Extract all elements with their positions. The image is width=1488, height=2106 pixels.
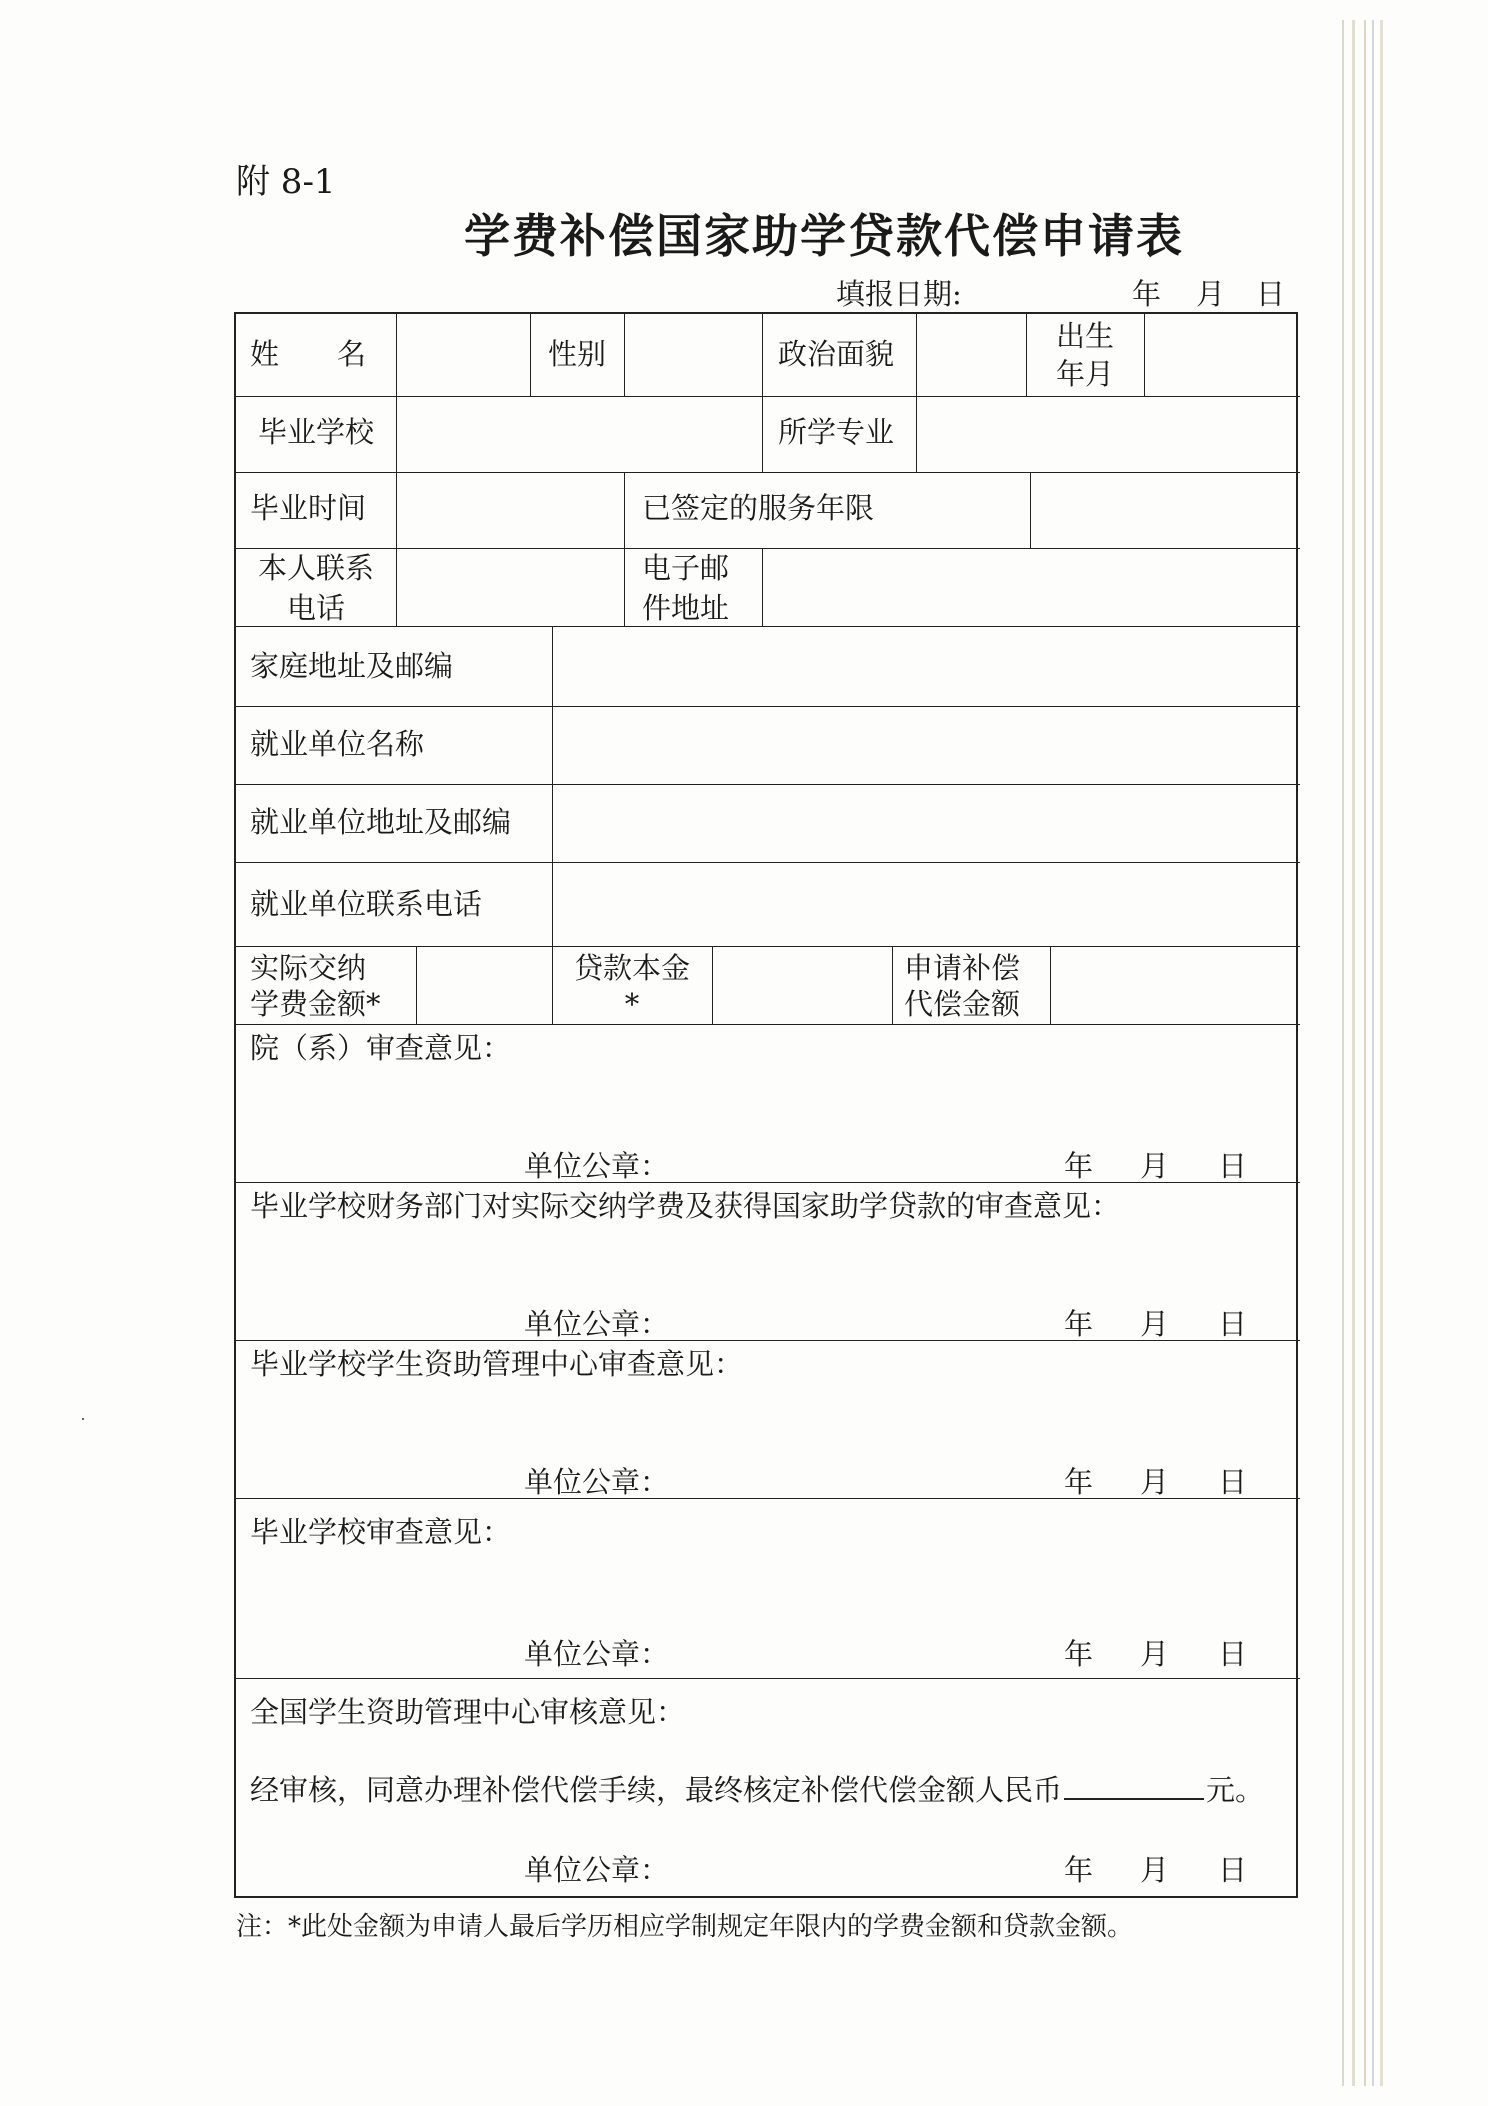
- col-divider: [396, 548, 397, 626]
- sig-month: 月: [1140, 1465, 1170, 1499]
- sig-day: 日: [1218, 1637, 1248, 1671]
- col-divider: [530, 314, 531, 396]
- employer-address-label: 就业单位地址及邮编: [250, 805, 512, 839]
- page-edge: [1352, 20, 1355, 2086]
- national-review-text: [250, 1768, 1264, 1810]
- fill-date-label: 填报日期:: [836, 277, 962, 311]
- row-divider: [236, 946, 1300, 947]
- sig-month: 月: [1140, 1149, 1170, 1183]
- seal-label: 单位公章：: [524, 1853, 670, 1887]
- email-label-line1: 电子邮: [642, 551, 730, 585]
- school-review-label: 毕业学校审查意见：: [250, 1515, 512, 1549]
- row-divider: [236, 1024, 1300, 1025]
- application-form: [234, 312, 1298, 1898]
- loan-label-line1: 贷款本金: [573, 951, 690, 985]
- col-divider: [892, 946, 893, 1024]
- row-divider: [236, 706, 1300, 707]
- page-edge: [1364, 20, 1366, 2086]
- national-review-text-part1: 经审核，同意办理补偿代偿手续，最终核定补偿代偿金额人民币: [250, 1773, 1063, 1807]
- sig-year: 年: [1064, 1149, 1094, 1183]
- col-divider: [762, 548, 763, 626]
- national-review-label: 全国学生资助管理中心审核意见：: [250, 1695, 686, 1729]
- col-divider: [762, 314, 763, 396]
- col-divider: [1050, 946, 1051, 1024]
- compensation-label-line1: 申请补偿: [904, 951, 1021, 985]
- form-title: 学费补偿国家助学贷款代偿申请表: [464, 209, 1184, 263]
- col-divider: [416, 946, 417, 1024]
- col-divider: [396, 396, 397, 472]
- gender-field[interactable]: [626, 316, 760, 394]
- finance-review-label: 毕业学校财务部门对实际交纳学费及获得国家助学贷款的审查意见：: [250, 1189, 1121, 1223]
- col-divider: [396, 472, 397, 548]
- grad-time-label: 毕业时间: [250, 491, 367, 525]
- col-divider: [624, 548, 625, 626]
- political-status-label: 政治面貌: [778, 337, 895, 371]
- sig-year: 年: [1064, 1465, 1094, 1499]
- tuition-label-line1: 实际交纳: [250, 951, 367, 985]
- col-divider: [396, 314, 397, 396]
- col-divider: [1144, 314, 1145, 396]
- sig-year: 年: [1064, 1853, 1094, 1887]
- seal-label: 单位公章：: [524, 1637, 670, 1671]
- footnote: 注：*此处金额为申请人最后学历相应学制规定年限内的学费金额和贷款金额。: [236, 1912, 1134, 1942]
- sig-day: 日: [1218, 1465, 1248, 1499]
- row-divider: [236, 784, 1300, 785]
- gender-label: 性别: [548, 337, 607, 371]
- seal-label: 单位公章：: [524, 1465, 670, 1499]
- col-divider: [916, 396, 917, 472]
- aid-center-review-label: 毕业学校学生资助管理中心审查意见：: [250, 1347, 744, 1381]
- col-divider: [624, 472, 625, 548]
- school-label: 毕业学校: [258, 415, 375, 449]
- seal-label: 单位公章：: [524, 1149, 670, 1183]
- col-divider: [624, 314, 625, 396]
- birth-label-line1: 出生: [1055, 319, 1114, 353]
- row-divider: [236, 1678, 1300, 1679]
- fill-date-day: 日: [1256, 277, 1286, 311]
- phone-label-line2: 电话: [286, 591, 345, 625]
- seal-label: 单位公章：: [524, 1307, 670, 1341]
- page-edge: [1372, 20, 1374, 2086]
- page-edge: [1342, 20, 1344, 2086]
- birth-label-line2: 年月: [1055, 357, 1114, 391]
- sig-month: 月: [1140, 1637, 1170, 1671]
- col-divider: [1030, 472, 1031, 548]
- phone-label-line1: 本人联系: [257, 551, 374, 585]
- compensation-label-line2: 代偿金额: [904, 987, 1021, 1021]
- email-label-line2: 件地址: [642, 591, 730, 625]
- col-divider: [916, 314, 917, 396]
- fill-date: [836, 272, 1286, 313]
- row-divider: [236, 862, 1300, 863]
- sig-year: 年: [1064, 1637, 1094, 1671]
- tuition-label-line2: 学费金额*: [250, 987, 381, 1021]
- service-years-label: 已签定的服务年限: [642, 491, 875, 525]
- sig-year: 年: [1064, 1307, 1094, 1341]
- fill-date-year: 年: [1132, 277, 1162, 311]
- employer-name-label: 就业单位名称: [250, 727, 425, 761]
- col-divider: [712, 946, 713, 1024]
- sig-day: 日: [1218, 1149, 1248, 1183]
- sig-day: 日: [1218, 1307, 1248, 1341]
- home-address-label: 家庭地址及邮编: [250, 649, 454, 683]
- col-divider: [552, 626, 553, 946]
- scan-speck: [82, 1418, 84, 1420]
- employer-phone-label: 就业单位联系电话: [250, 887, 483, 921]
- loan-label-line2: *: [624, 987, 640, 1021]
- name-field[interactable]: [398, 316, 528, 394]
- sig-month: 月: [1140, 1307, 1170, 1341]
- national-review-text-part2: 元。: [1206, 1773, 1265, 1807]
- sig-day: 日: [1218, 1853, 1248, 1887]
- sig-month: 月: [1140, 1853, 1170, 1887]
- major-label: 所学专业: [778, 415, 895, 449]
- page-edge: [1380, 20, 1383, 2086]
- fill-date-month: 月: [1196, 277, 1226, 311]
- dept-review-label: 院（系）审查意见：: [250, 1031, 512, 1065]
- annex-number: 附 8-1: [236, 162, 336, 202]
- amount-blank[interactable]: [1064, 1768, 1204, 1800]
- col-divider: [762, 396, 763, 472]
- name-label: 姓 名: [250, 337, 367, 371]
